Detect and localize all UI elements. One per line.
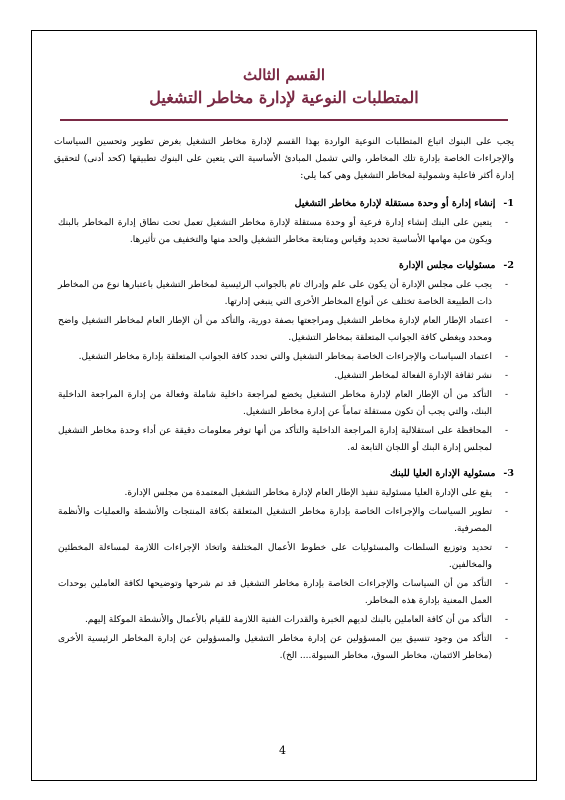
bullet-dash: - [504, 280, 508, 290]
bullet-dash: - [504, 507, 508, 517]
list-item [54, 368, 514, 385]
section-3 [54, 468, 514, 665]
list-item [54, 313, 514, 347]
list-item-text: يقع على الإدارة العليا مسئولية تنفيذ الإطار العام لإدارة مخاطر التشغيل المعتمدة من مجلس الإدارة. [124, 488, 492, 498]
list-item-text: اعتماد الإطار العام لإدارة مخاطر التشغيل ومراجعتها بصفة دورية، والتأكد من أن الإطار العام لمخاطر التشغيل واضح ومحدد ويغطي كافة الجوانب المتعلقة بمخاطر التشغيل. [58, 316, 492, 343]
intro-paragraph: يجب على البنوك اتباع المتطلبات النوعية الواردة بهذا القسم لإدارة مخاطر التشغيل بغرض تطوير وتحسين السياسات والإجراءات الخاصة بإدارة تلك المخاطر، والتي تشمل المبادئ الأساسية التي يتعين على البنوك تطبيقها (كحد أدنى) لتحقيق إدارة أكثر فاعلية وشمولية لمخاطر التشغيل وهي كما يلي: [54, 137, 514, 181]
list-item-text: التأكد من أن الإطار العام لإدارة مخاطر التشغيل يخضع لمراجعة داخلية شاملة وفعالة من إدارة المراجعة الداخلية البنك، والتي يجب أن تكون مستقلة تماماً عن إدارة مخاطر التشغيل. [58, 390, 492, 417]
list-item [54, 485, 514, 502]
list-item-text: يتعين على البنك إنشاء إدارة فرعية أو وحدة مستقلة لإدارة مخاطر التشغيل تعمل تحت نطاق إدارة المخاطر بالبنك ويكون من مهامها الأساسية تحديد وقياس ومتابعة مخاطر التشغيل والحد منها والتخفيف من تأثيرها. [58, 218, 492, 245]
list-item-text: اعتماد السياسات والإجراءات الخاصة بمخاطر التشغيل والتي تحدد كافة الجوانب المتعلقة بإدارة مخاطر التشغيل. [78, 352, 492, 362]
bullet-dash: - [504, 218, 508, 228]
list-item-text: تحديد وتوزيع السلطات والمسئوليات على خطوط الأعمال المختلفة واتخاذ الإجراءات اللازمة لمساءلة المخطئين والمخالفين. [58, 543, 492, 570]
section-title: مسئولية الإدارة العليا للبنك [390, 468, 496, 479]
list-item-text: التأكد من أن السياسات والإجراءات الخاصة بإدارة مخاطر التشغيل قد تم شرحها وتوضيحها لكافة العاملين بوحدات العمل المعنية بإدارة هذه المخاطر. [58, 579, 492, 606]
bullet-list [54, 277, 514, 457]
list-item [54, 277, 514, 311]
bullet-list [54, 215, 514, 249]
bullet-dash: - [504, 371, 508, 381]
list-item-text: التأكد من أن كافة العاملين بالبنك لديهم الخبرة والقدرات الفنية اللازمة للقيام بالأعمال والأنشطة الموكلة إليهم. [84, 615, 492, 625]
list-item-text: التأكد من وجود تنسيق بين المسؤولين عن إدارة مخاطر التشغيل والمسؤولين عن إدارة المخاطر الرئيسية الأخرى (مخاطر الائتمان، مخاطر السوق، مخاطر السيولة.... الخ). [58, 634, 492, 661]
list-item-text: المحافظة على استقلالية إدارة المراجعة الداخلية والتأكد من أنها توفر معلومات دقيقة عن أداء وحدة مخاطر التشغيل لمجلس إدارة البنك أو اللجان التابعة له. [58, 426, 492, 453]
page-title: المتطلبات النوعية لإدارة مخاطر التشغيل [149, 88, 419, 107]
section-number: 3- [503, 468, 514, 479]
section-label: القسم الثالث [242, 66, 326, 84]
section-heading [54, 468, 514, 479]
list-item [54, 576, 514, 610]
section-number: 1- [503, 198, 514, 209]
list-item [54, 504, 514, 538]
bullet-dash: - [504, 488, 508, 498]
bullet-dash: - [504, 634, 508, 644]
list-item-text: نشر ثقافة الإدارة الفعالة لمخاطر التشغيل. [334, 371, 492, 381]
list-item [54, 423, 514, 457]
title-divider [60, 119, 508, 121]
section-2 [54, 260, 514, 457]
bullet-dash: - [504, 352, 508, 362]
list-item [54, 215, 514, 249]
section-title: مسئوليات مجلس الإدارة [398, 260, 496, 271]
list-item [54, 612, 514, 629]
bullet-dash: - [504, 390, 508, 400]
bullet-dash: - [504, 543, 508, 553]
document-body [54, 66, 514, 676]
list-item-text: يجب على مجلس الإدارة أن يكون على علم وإدراك تام بالجوانب الرئيسية لمخاطر التشغيل باعتبارها نوع من المخاطر ذات الطبيعة الخاصة تختلف عن أنواع المخاطر الأخرى التي ينبغي إدارتها. [58, 280, 492, 307]
bullet-dash: - [504, 579, 508, 589]
section-number: 2- [503, 260, 514, 271]
section-1 [54, 198, 514, 249]
list-item [54, 349, 514, 366]
list-item [54, 540, 514, 574]
section-heading [54, 198, 514, 209]
list-item-text: تطوير السياسات والإجراءات الخاصة بإدارة مخاطر التشغيل المتعلقة بكافة المنتجات والأنشطة والعمليات والأنظمة المصرفية. [58, 507, 492, 534]
bullet-dash: - [504, 316, 508, 326]
bullet-dash: - [504, 615, 508, 625]
page-number: 4 [279, 744, 286, 757]
section-title: إنشاء إدارة أو وحدة مستقلة لإدارة مخاطر التشغيل [294, 198, 496, 209]
bullet-dash: - [504, 426, 508, 436]
section-heading [54, 260, 514, 271]
list-item [54, 631, 514, 665]
list-item [54, 387, 514, 421]
bullet-list [54, 485, 514, 665]
